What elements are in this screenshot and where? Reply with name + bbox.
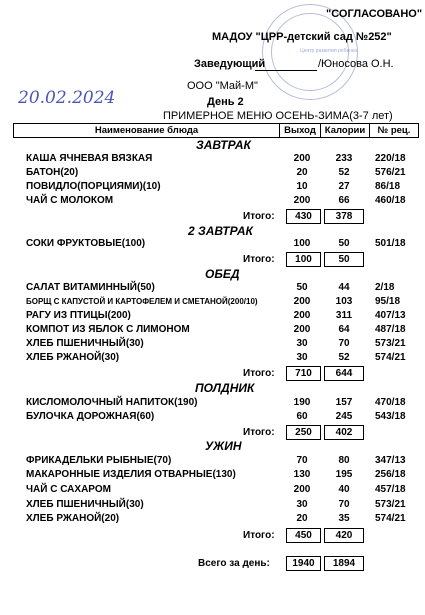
dish-rec: 487/18: [375, 324, 406, 335]
dish-rec: 574/21: [375, 513, 406, 524]
dish-name: БУЛОЧКА ДОРОЖНАЯ(60): [26, 411, 155, 422]
dish-cal: 44: [338, 282, 350, 293]
col-name: Наименование блюда: [14, 124, 280, 138]
section-title: УЖИН: [205, 439, 242, 453]
dish-rec: 543/18: [375, 411, 406, 422]
dish-out: 10: [296, 181, 308, 192]
dish-rec: 574/21: [375, 352, 406, 363]
menu-row: [0, 455, 425, 469]
dish-out: 200: [293, 310, 311, 321]
menu-row: [0, 352, 425, 366]
dish-cal: 70: [338, 338, 350, 349]
section-title: ПОЛДНИК: [195, 381, 255, 395]
menu-row: [0, 411, 425, 425]
stamp-text: Центр развития ребенка: [300, 48, 358, 54]
dish-out: 30: [296, 499, 308, 510]
menu-row: [0, 513, 425, 527]
menu-row: [0, 296, 425, 310]
day-label: День 2: [207, 96, 244, 108]
dish-rec: 576/21: [375, 167, 406, 178]
dish-cal: 40: [338, 484, 350, 495]
dish-name: ПОВИДЛО(ПОРЦИЯМИ)(10): [26, 181, 161, 192]
dish-name: ХЛЕБ ПШЕНИЧНЫЙ(30): [26, 499, 144, 510]
total-out: 430: [286, 209, 321, 224]
dish-name: РАГУ ИЗ ПТИЦЫ(200): [26, 310, 131, 321]
dish-out: 130: [293, 469, 311, 480]
dish-name: ФРИКАДЕЛЬКИ РЫБНЫЕ(70): [26, 455, 172, 466]
col-cal: Калории: [321, 124, 370, 138]
total-cal: 644: [324, 366, 364, 381]
institution-name: МАДОУ "ЦРР-детский сад №252": [212, 31, 392, 43]
dish-out: 20: [296, 513, 308, 524]
dish-name: ЧАЙ С МОЛОКОМ: [26, 195, 114, 206]
day-total-label: Всего за день:: [198, 558, 270, 569]
signature-line: [255, 70, 317, 71]
total-cal: 378: [324, 209, 364, 224]
dish-rec: 470/18: [375, 397, 406, 408]
head-label: Заведующий: [194, 58, 266, 70]
dish-name: КИСЛОМОЛОЧНЫЙ НАПИТОК(190): [26, 397, 198, 408]
dish-out: 50: [296, 282, 308, 293]
dish-out: 200: [293, 324, 311, 335]
dish-cal: 66: [338, 195, 350, 206]
total-label: Итого:: [243, 530, 275, 541]
dish-cal: 27: [338, 181, 350, 192]
total-cal: 50: [324, 252, 364, 267]
total-label: Итого:: [243, 211, 275, 222]
menu-row: [0, 469, 425, 483]
menu-row: [0, 167, 425, 181]
total-label: Итого:: [243, 427, 275, 438]
dish-out: 60: [296, 411, 308, 422]
col-rec: № рец.: [370, 124, 419, 138]
dish-cal: 52: [338, 167, 350, 178]
menu-row: [0, 324, 425, 338]
dish-name: САЛАТ ВИТАМИННЫЙ(50): [26, 282, 155, 293]
menu-row: [0, 181, 425, 195]
menu-title: ПРИМЕРНОЕ МЕНЮ ОСЕНЬ-ЗИМА(3-7 лет): [163, 110, 393, 122]
dish-name: МАКАРОННЫЕ ИЗДЕЛИЯ ОТВАРНЫЕ(130): [26, 469, 236, 480]
dish-name: СОКИ ФРУКТОВЫЕ(100): [26, 238, 146, 249]
section-title: ЗАВТРАК: [196, 138, 251, 152]
menu-row: [0, 195, 425, 209]
dish-cal: 80: [338, 455, 350, 466]
total-out: 250: [286, 425, 321, 440]
handwritten-date: 20.02.2024: [18, 88, 116, 108]
dish-rec: 2/18: [375, 282, 395, 293]
dish-cal: 35: [338, 513, 350, 524]
dish-rec: 460/18: [375, 195, 406, 206]
dish-cal: 50: [338, 238, 350, 249]
dish-out: 200: [293, 484, 311, 495]
dish-cal: 233: [335, 153, 353, 164]
dish-rec: 86/18: [375, 181, 401, 192]
menu-row: [0, 238, 425, 252]
col-out: Выход: [280, 124, 321, 138]
dish-name: ХЛЕБ РЖАНОЙ(30): [26, 352, 120, 363]
dish-out: 20: [296, 167, 308, 178]
menu-row: [0, 310, 425, 324]
column-header: [13, 123, 419, 138]
dish-rec: 95/18: [375, 296, 401, 307]
dish-out: 200: [293, 195, 311, 206]
section-title: 2 ЗАВТРАК: [188, 224, 253, 238]
head-name: /Юносова О.Н.: [318, 58, 394, 70]
dish-out: 200: [293, 153, 311, 164]
dish-name: КАША ЯЧНЕВАЯ ВЯЗКАЯ: [26, 153, 153, 164]
menu-row: [0, 484, 425, 498]
total-label: Итого:: [243, 254, 275, 265]
dish-rec: 220/18: [375, 153, 406, 164]
company-name: ООО "Май-М": [187, 80, 258, 92]
menu-row: [0, 282, 425, 296]
total-out: 450: [286, 528, 321, 543]
menu-row: [0, 153, 425, 167]
approved-label: "СОГЛАСОВАНО": [326, 8, 423, 20]
dish-rec: 457/18: [375, 484, 406, 495]
dish-out: 30: [296, 352, 308, 363]
dish-rec: 573/21: [375, 499, 406, 510]
dish-cal: 245: [335, 411, 353, 422]
dish-out: 200: [293, 296, 311, 307]
menu-row: [0, 338, 425, 352]
dish-name: ХЛЕБ ПШЕНИЧНЫЙ(30): [26, 338, 144, 349]
dish-cal: 311: [335, 310, 353, 321]
total-label: Итого:: [243, 368, 275, 379]
dish-cal: 52: [338, 352, 350, 363]
menu-row: [0, 499, 425, 513]
dish-cal: 157: [335, 397, 353, 408]
dish-cal: 64: [338, 324, 350, 335]
dish-name: ХЛЕБ РЖАНОЙ(20): [26, 513, 120, 524]
dish-out: 100: [293, 238, 311, 249]
dish-name: ЧАЙ С САХАРОМ: [26, 484, 111, 495]
dish-cal: 70: [338, 499, 350, 510]
dish-name: БАТОН(20): [26, 167, 79, 178]
total-cal: 402: [324, 425, 364, 440]
dish-out: 70: [296, 455, 308, 466]
dish-rec: 347/13: [375, 455, 406, 466]
day-total-cal: 1894: [324, 556, 364, 571]
day-total-out: 1940: [286, 556, 321, 571]
dish-cal: 195: [335, 469, 353, 480]
dish-cal: 103: [335, 296, 353, 307]
dish-name: БОРЩ С КАПУСТОЙ И КАРТОФЕЛЕМ И СМЕТАНОЙ(200/10): [26, 297, 258, 306]
dish-out: 30: [296, 338, 308, 349]
total-out: 100: [286, 252, 321, 267]
dish-rec: 407/13: [375, 310, 406, 321]
dish-rec: 573/21: [375, 338, 406, 349]
dish-name: КОМПОТ ИЗ ЯБЛОК С ЛИМОНОМ: [26, 324, 190, 335]
total-out: 710: [286, 366, 321, 381]
dish-out: 190: [293, 397, 311, 408]
dish-rec: 501/18: [375, 238, 406, 249]
menu-row: [0, 397, 425, 411]
total-cal: 420: [324, 528, 364, 543]
dish-rec: 256/18: [375, 469, 406, 480]
section-title: ОБЕД: [205, 267, 240, 281]
